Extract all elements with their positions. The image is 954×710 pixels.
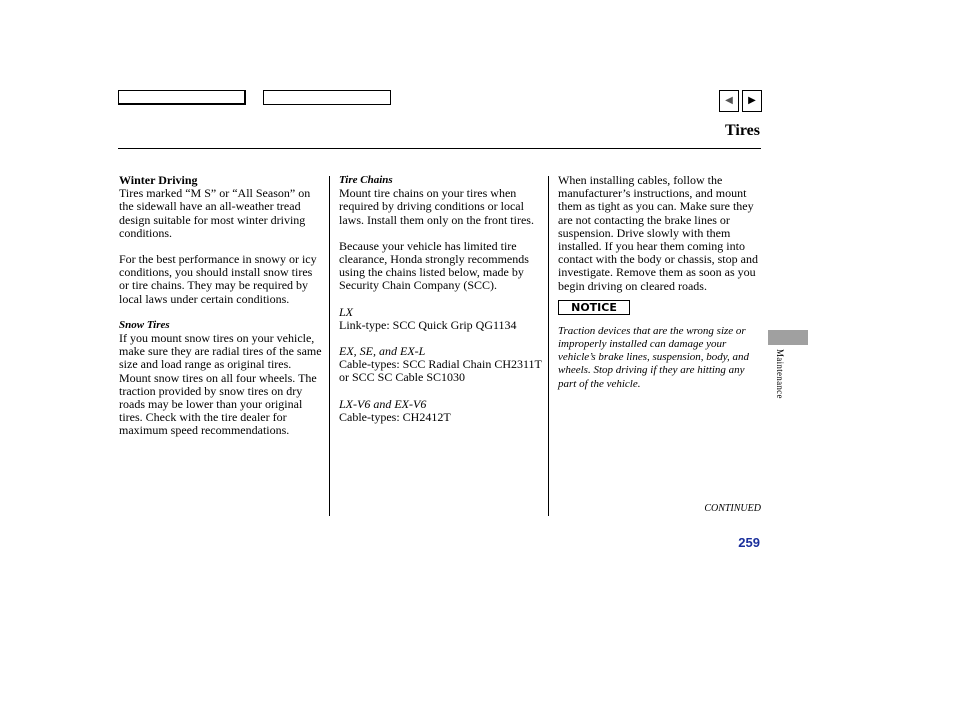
page-title: Tires xyxy=(725,122,760,139)
paragraph: If you mount snow tires on your vehicle, make sure they are radial tires of the same size and load range as original tires. Mount snow tires on all four wheels. The traction provided by snow tires on dry roads may be lower than your original tires. Check with the tire dealer for maximum speed recommendations. xyxy=(119,331,322,438)
chain-type: Cable-types: SCC Radial Chain CH2311T or SCC SC Cable SC1030 xyxy=(339,357,542,385)
notice-label: NOTICE xyxy=(558,300,630,315)
chain-type: Link-type: SCC Quick Grip QG1134 xyxy=(339,317,517,332)
nav-button-index[interactable] xyxy=(263,90,391,105)
chain-type: Cable-types: CH2412T xyxy=(339,409,451,424)
paragraph: For the best performance in snowy or icy conditions, you should install snow tires or tire chains. They may be required by local laws under certain conditions. xyxy=(119,252,317,306)
header-divider xyxy=(118,148,761,149)
model-name: LX xyxy=(339,304,354,319)
side-section-label: Maintenance xyxy=(775,349,785,399)
section-heading-winter-driving: Winter Driving xyxy=(119,173,198,187)
page-number: 259 xyxy=(738,535,760,550)
nav-button-contents[interactable] xyxy=(118,90,246,105)
paragraph: Mount tire chains on your tires when required by driving conditions or local laws. Install them only on the front tires. xyxy=(339,186,534,227)
section-tab xyxy=(768,330,808,345)
column-3 xyxy=(558,174,760,391)
paragraph: Tires marked “M S” or “All Season” on the sidewall have an all-weather tread design suitable for most winter driving conditions. xyxy=(119,186,311,240)
paragraph: When installing cables, follow the manufacturer’s instructions, and mount them as tight as you can. Make sure they are not contacting the brake lines or suspension. Drive slowly with them installed. If you hear them coming into contact with the body or chassis, stop and investigate. Remove them as soon as you begin driving on cleared roads. xyxy=(558,173,758,293)
column-1 xyxy=(119,174,324,438)
column-divider xyxy=(548,176,549,516)
previous-page-icon[interactable]: ◀ xyxy=(719,90,739,112)
continued-label: CONTINUED xyxy=(704,503,761,514)
model-name: LX-V6 and EX-V6 xyxy=(339,396,427,411)
paragraph: Because your vehicle has limited tire clearance, Honda strongly recommends using the chains listed below, made by Security Chain Company (SCC). xyxy=(339,238,529,293)
next-page-icon[interactable]: ▶ xyxy=(742,90,762,112)
column-2 xyxy=(339,174,544,424)
subheading-snow-tires: Snow Tires xyxy=(119,318,170,331)
notice-text: Traction devices that are the wrong size or improperly installed can damage your vehicle’s brake lines, suspension, body, and wheels. Stop driving if they are hitting any part of the vehicle. xyxy=(558,324,750,390)
model-name: EX, SE, and EX-L xyxy=(339,344,426,359)
column-divider xyxy=(329,176,330,516)
subheading-tire-chains: Tire Chains xyxy=(339,174,393,186)
